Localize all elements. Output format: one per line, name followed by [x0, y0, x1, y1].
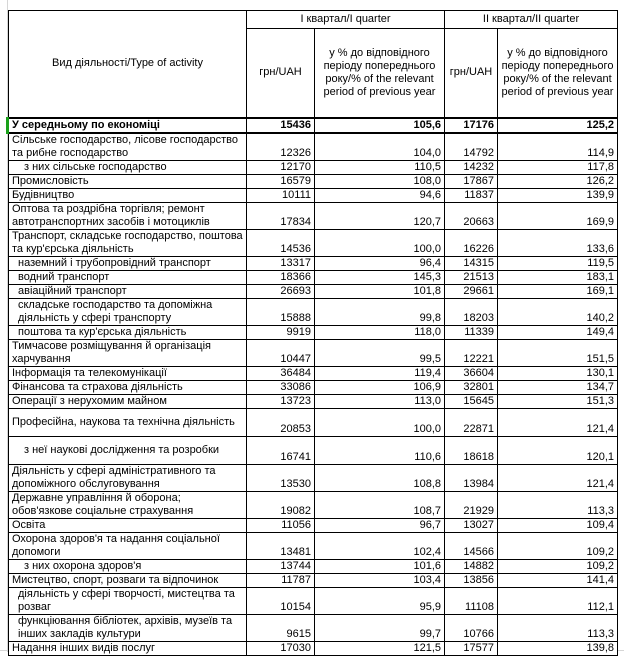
table-row: [9, 436, 618, 464]
q2-uah-cell[interactable]: 12221: [445, 339, 498, 366]
q2-pct-cell[interactable]: 169,1: [498, 284, 618, 298]
q1-pct-cell[interactable]: 145,3: [315, 270, 445, 284]
q1-uah-cell[interactable]: 13481: [247, 532, 315, 559]
q2-uah-cell[interactable]: 20663: [445, 202, 498, 229]
q1-uah-cell[interactable]: 15888: [247, 298, 315, 325]
q2-pct-cell[interactable]: 149,4: [498, 325, 618, 339]
q2-uah-cell[interactable]: 14566: [445, 532, 498, 559]
activity-cell[interactable]: авіаційний транспорт: [9, 284, 247, 298]
q2-pct-cell[interactable]: 112,1: [498, 587, 618, 614]
q2-pct-cell[interactable]: 169,9: [498, 202, 618, 229]
q2-uah-header[interactable]: грн/UAH: [445, 29, 498, 118]
table-row: [9, 133, 618, 161]
q1-uah-cell[interactable]: 17030: [247, 641, 315, 655]
q1-uah-cell[interactable]: 9919: [247, 325, 315, 339]
q1-uah-cell[interactable]: 13317: [247, 256, 315, 270]
q2-uah-cell[interactable]: 21513: [445, 270, 498, 284]
table-row: [9, 256, 618, 270]
q1-uah-cell[interactable]: 33086: [247, 380, 315, 394]
q1-uah-cell[interactable]: 16741: [247, 436, 315, 464]
table-row: [9, 118, 618, 133]
activity-cell[interactable]: водний транспорт: [9, 270, 247, 284]
q2-pct-cell[interactable]: 109,2: [498, 559, 618, 573]
table-body: [9, 118, 618, 656]
q2-pct-cell[interactable]: 130,1: [498, 366, 618, 380]
table-row: [9, 229, 618, 256]
activity-cell[interactable]: Професійна, наукова та технічна діяльність: [9, 408, 247, 436]
q2-uah-cell[interactable]: 13027: [445, 518, 498, 532]
q1-uah-cell[interactable]: 11787: [247, 573, 315, 587]
q2-uah-cell[interactable]: 14882: [445, 559, 498, 573]
q1-uah-cell[interactable]: 20853: [247, 408, 315, 436]
activity-cell[interactable]: Охорона здоров'я та надання соціальної допомоги: [9, 532, 247, 559]
q2-pct-cell[interactable]: 109,2: [498, 532, 618, 559]
q2-pct-cell[interactable]: 183,1: [498, 270, 618, 284]
activity-column-header[interactable]: Вид діяльності/Type of activity: [9, 11, 247, 118]
table-row: [9, 298, 618, 325]
q1-uah-cell[interactable]: 10154: [247, 587, 315, 614]
q1-pct-cell[interactable]: 110,6: [315, 436, 445, 464]
table-row: [9, 491, 618, 518]
activity-cell[interactable]: Інформація та телекомунікації: [9, 366, 247, 380]
activity-cell[interactable]: поштова та кур'єрська діяльність: [9, 325, 247, 339]
table-row: [9, 339, 618, 366]
q1-pct-cell[interactable]: 102,4: [315, 532, 445, 559]
q2-uah-cell[interactable]: 17867: [445, 174, 498, 188]
q2-uah-cell[interactable]: 36604: [445, 366, 498, 380]
q1-uah-cell[interactable]: 12326: [247, 133, 315, 161]
table-row: [9, 325, 618, 339]
q1-uah-cell[interactable]: 26693: [247, 284, 315, 298]
q2-uah-cell[interactable]: 11108: [445, 587, 498, 614]
q2-pct-cell[interactable]: 117,8: [498, 160, 618, 174]
q1-pct-cell[interactable]: 96,4: [315, 256, 445, 270]
table-row: [9, 408, 618, 436]
activity-cell[interactable]: Державне управління й оборона; обов'язкове соціальне страхування: [9, 491, 247, 518]
q1-pct-cell[interactable]: 100,0: [315, 229, 445, 256]
activity-cell[interactable]: У середньому по економіці: [9, 118, 247, 133]
q2-pct-cell[interactable]: 141,4: [498, 573, 618, 587]
activity-cell[interactable]: Освіта: [9, 518, 247, 532]
q2-uah-cell[interactable]: 32801: [445, 380, 498, 394]
activity-cell[interactable]: складське господарство та допоміжна діяльність у сфері транспорту: [9, 298, 247, 325]
activity-cell[interactable]: Діяльність у сфері адміністративного та допоміжного обслуговування: [9, 464, 247, 491]
q1-pct-cell[interactable]: 106,9: [315, 380, 445, 394]
q1-pct-cell[interactable]: 96,7: [315, 518, 445, 532]
q2-pct-cell[interactable]: 140,2: [498, 298, 618, 325]
q1-uah-header[interactable]: грн/UAH: [247, 29, 315, 118]
activity-cell[interactable]: Операції з нерухомим майном: [9, 394, 247, 408]
table-row: [9, 174, 618, 188]
q2-pct-cell[interactable]: 114,9: [498, 133, 618, 161]
q1-uah-cell[interactable]: 13530: [247, 464, 315, 491]
activity-cell[interactable]: з них охорона здоров'я: [9, 559, 247, 573]
q2-pct-cell[interactable]: 120,1: [498, 436, 618, 464]
q1-uah-cell[interactable]: 12170: [247, 160, 315, 174]
q1-uah-cell[interactable]: 9615: [247, 614, 315, 641]
q1-pct-cell[interactable]: 108,7: [315, 491, 445, 518]
table-row: [9, 641, 618, 655]
q2-uah-cell[interactable]: 13856: [445, 573, 498, 587]
table-row: [9, 532, 618, 559]
table-row: [9, 202, 618, 229]
activity-cell[interactable]: з них сільське господарство: [9, 160, 247, 174]
q1-pct-cell[interactable]: 108,0: [315, 174, 445, 188]
q2-uah-cell[interactable]: 11339: [445, 325, 498, 339]
activity-cell[interactable]: Надання інших видів послуг: [9, 641, 247, 655]
q2-pct-cell[interactable]: 151,3: [498, 394, 618, 408]
q1-uah-cell[interactable]: 10111: [247, 188, 315, 202]
table-row: [9, 464, 618, 491]
selection-marker: [6, 117, 9, 134]
q1-pct-cell[interactable]: 101,6: [315, 559, 445, 573]
q1-uah-cell[interactable]: 16579: [247, 174, 315, 188]
q1-pct-cell[interactable]: 99,5: [315, 339, 445, 366]
table-row: [9, 284, 618, 298]
q1-pct-cell[interactable]: 120,7: [315, 202, 445, 229]
q2-uah-cell[interactable]: 14315: [445, 256, 498, 270]
q2-uah-cell[interactable]: 16226: [445, 229, 498, 256]
q1-pct-header[interactable]: у % до відповідного періоду попереднього року/% of the relevant period of previous year: [315, 29, 445, 118]
q1-pct-cell[interactable]: 113,0: [315, 394, 445, 408]
q1-uah-cell[interactable]: 17834: [247, 202, 315, 229]
q2-uah-cell[interactable]: 14792: [445, 133, 498, 161]
activity-cell[interactable]: Сільське господарство, лісове господарство та рибне господарство: [9, 133, 247, 161]
q2-uah-cell[interactable]: 11837: [445, 188, 498, 202]
q2-uah-cell[interactable]: 29661: [445, 284, 498, 298]
q2-header[interactable]: II квартал/II quarter: [445, 11, 618, 29]
activity-cell[interactable]: функціювання бібліотек, архівів, музеїв та інших закладів культури: [9, 614, 247, 641]
table-row: [9, 559, 618, 573]
q1-pct-cell[interactable]: 95,9: [315, 587, 445, 614]
q1-uah-cell[interactable]: 10447: [247, 339, 315, 366]
activity-cell[interactable]: Фінансова та страхова діяльність: [9, 380, 247, 394]
table-row: [9, 188, 618, 202]
q2-uah-cell[interactable]: 13984: [445, 464, 498, 491]
q2-uah-cell[interactable]: 15645: [445, 394, 498, 408]
q1-pct-cell[interactable]: 99,7: [315, 614, 445, 641]
q1-pct-cell[interactable]: 100,0: [315, 408, 445, 436]
q2-pct-cell[interactable]: 125,2: [498, 118, 618, 133]
q2-pct-cell[interactable]: 133,6: [498, 229, 618, 256]
q2-pct-cell[interactable]: 113,3: [498, 614, 618, 641]
activity-wages-table: [8, 10, 618, 656]
activity-cell[interactable]: Будівництво: [9, 188, 247, 202]
q1-pct-cell[interactable]: 101,8: [315, 284, 445, 298]
table-row: [9, 587, 618, 614]
activity-cell[interactable]: з неї наукові дослідження та розробки: [9, 436, 247, 464]
q1-header[interactable]: I квартал/I quarter: [247, 11, 445, 29]
q1-pct-cell[interactable]: 118,0: [315, 325, 445, 339]
q1-uah-cell[interactable]: 11056: [247, 518, 315, 532]
q1-uah-cell[interactable]: 18366: [247, 270, 315, 284]
q2-uah-cell[interactable]: 18203: [445, 298, 498, 325]
q2-uah-cell[interactable]: 22871: [445, 408, 498, 436]
table-row: [9, 270, 618, 284]
q2-pct-cell[interactable]: 119,5: [498, 256, 618, 270]
q1-uah-cell[interactable]: 14536: [247, 229, 315, 256]
activity-cell[interactable]: Тимчасове розміщування й організація харчування: [9, 339, 247, 366]
q2-pct-cell[interactable]: 126,2: [498, 174, 618, 188]
q1-uah-cell[interactable]: 19082: [247, 491, 315, 518]
table-row: [9, 160, 618, 174]
table-row: [9, 394, 618, 408]
table-row: [9, 518, 618, 532]
q2-pct-cell[interactable]: 121,4: [498, 408, 618, 436]
q1-pct-cell[interactable]: 121,5: [315, 641, 445, 655]
activity-cell[interactable]: Транспорт, складське господарство, поштова та кур'єрська діяльність: [9, 229, 247, 256]
q1-pct-cell[interactable]: 119,4: [315, 366, 445, 380]
q2-pct-cell[interactable]: 139,9: [498, 188, 618, 202]
q1-pct-cell[interactable]: 105,6: [315, 118, 445, 133]
q1-uah-cell[interactable]: 15436: [247, 118, 315, 133]
q2-uah-cell[interactable]: 14232: [445, 160, 498, 174]
activity-cell[interactable]: наземний і трубопровідний транспорт: [9, 256, 247, 270]
q2-uah-cell[interactable]: 17176: [445, 118, 498, 133]
q2-pct-cell[interactable]: 113,3: [498, 491, 618, 518]
q1-pct-cell[interactable]: 110,5: [315, 160, 445, 174]
activity-cell[interactable]: діяльність у сфері творчості, мистецтва та розваг: [9, 587, 247, 614]
activity-cell[interactable]: Мистецтво, спорт, розваги та відпочинок: [9, 573, 247, 587]
q1-pct-cell[interactable]: 99,8: [315, 298, 445, 325]
activity-cell[interactable]: Оптова та роздрібна торгівля; ремонт автотранспортних засобів і мотоциклів: [9, 202, 247, 229]
q1-uah-cell[interactable]: 36484: [247, 366, 315, 380]
q2-uah-cell[interactable]: 17577: [445, 641, 498, 655]
q2-uah-cell[interactable]: 21929: [445, 491, 498, 518]
activity-cell[interactable]: Промисловість: [9, 174, 247, 188]
q2-pct-cell[interactable]: 139,8: [498, 641, 618, 655]
q1-pct-cell[interactable]: 104,0: [315, 133, 445, 161]
q2-pct-cell[interactable]: 109,4: [498, 518, 618, 532]
q2-pct-cell[interactable]: 121,4: [498, 464, 618, 491]
table-row: [9, 366, 618, 380]
q2-uah-cell[interactable]: 10766: [445, 614, 498, 641]
table-row: [9, 380, 618, 394]
q1-uah-cell[interactable]: 13744: [247, 559, 315, 573]
q1-pct-cell[interactable]: 108,8: [315, 464, 445, 491]
q2-pct-header[interactable]: у % до відповідного періоду попереднього року/% of the relevant period of previous year: [498, 29, 618, 118]
q2-uah-cell[interactable]: 18618: [445, 436, 498, 464]
q1-pct-cell[interactable]: 94,6: [315, 188, 445, 202]
q1-uah-cell[interactable]: 13723: [247, 394, 315, 408]
q2-pct-cell[interactable]: 134,7: [498, 380, 618, 394]
q2-pct-cell[interactable]: 151,5: [498, 339, 618, 366]
table-row: [9, 573, 618, 587]
q1-pct-cell[interactable]: 103,4: [315, 573, 445, 587]
table-row: [9, 614, 618, 641]
